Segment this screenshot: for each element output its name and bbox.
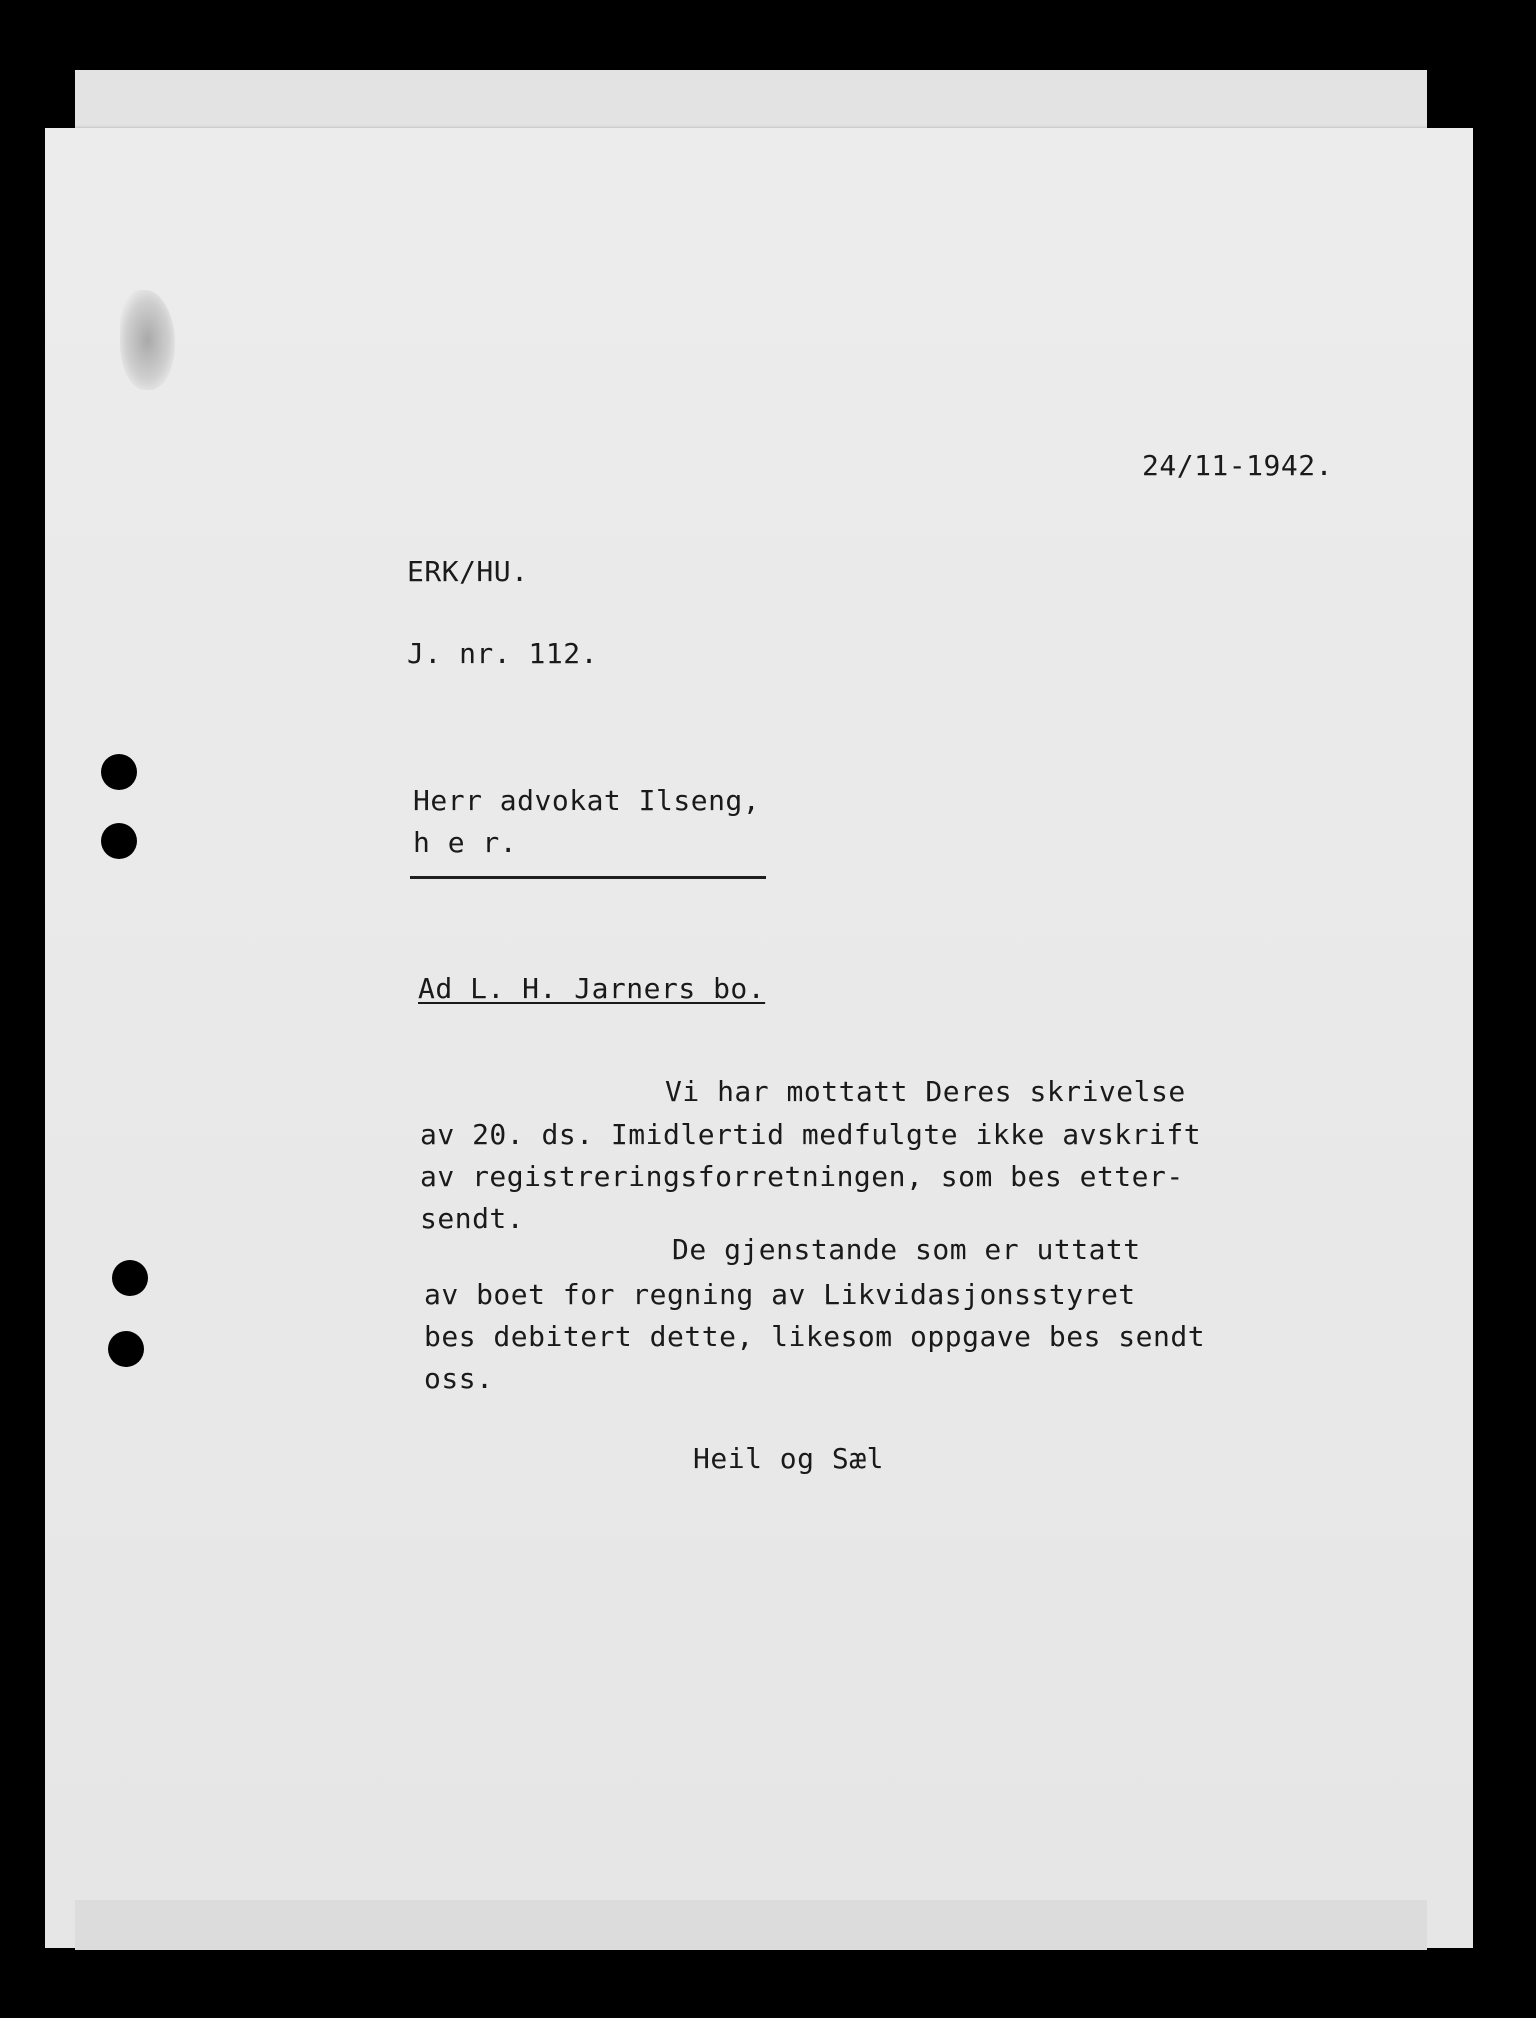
body-line: bes debitert dette, likesom oppgave bes sendt [424, 1320, 1206, 1353]
recipient-location: h e r. [413, 826, 518, 859]
punch-hole-4 [108, 1331, 144, 1367]
punch-hole-2 [101, 823, 137, 859]
body-line: av boet for regning av Likvidasjonsstyret [424, 1278, 1136, 1311]
body-line: sendt. [420, 1202, 525, 1235]
body-line: Vi har mottatt Deres skrivelse [665, 1075, 1186, 1108]
subject-line: Ad L. H. Jarners bo. [418, 972, 766, 1005]
journal-number: J. nr. 112. [407, 637, 598, 670]
body-line: av registreringsforretningen, som bes etter- [420, 1160, 1184, 1193]
body-line: av 20. ds. Imidlertid medfulgte ikke avskrift [420, 1118, 1202, 1151]
body-line: oss. [424, 1362, 494, 1395]
punch-hole-1 [101, 754, 137, 790]
punch-hole-3 [112, 1260, 148, 1296]
body-line: De gjenstande som er uttatt [672, 1233, 1141, 1266]
sheet-bottom-edge [75, 1900, 1427, 1950]
letter-date: 24/11-1942. [1142, 449, 1333, 482]
recipient-name: Herr advokat Ilseng, [413, 784, 761, 817]
closing-salutation: Heil og Sæl [693, 1442, 884, 1475]
reference-code: ERK/HU. [407, 555, 529, 588]
letter-sheet [45, 128, 1473, 1948]
address-divider [410, 876, 766, 879]
